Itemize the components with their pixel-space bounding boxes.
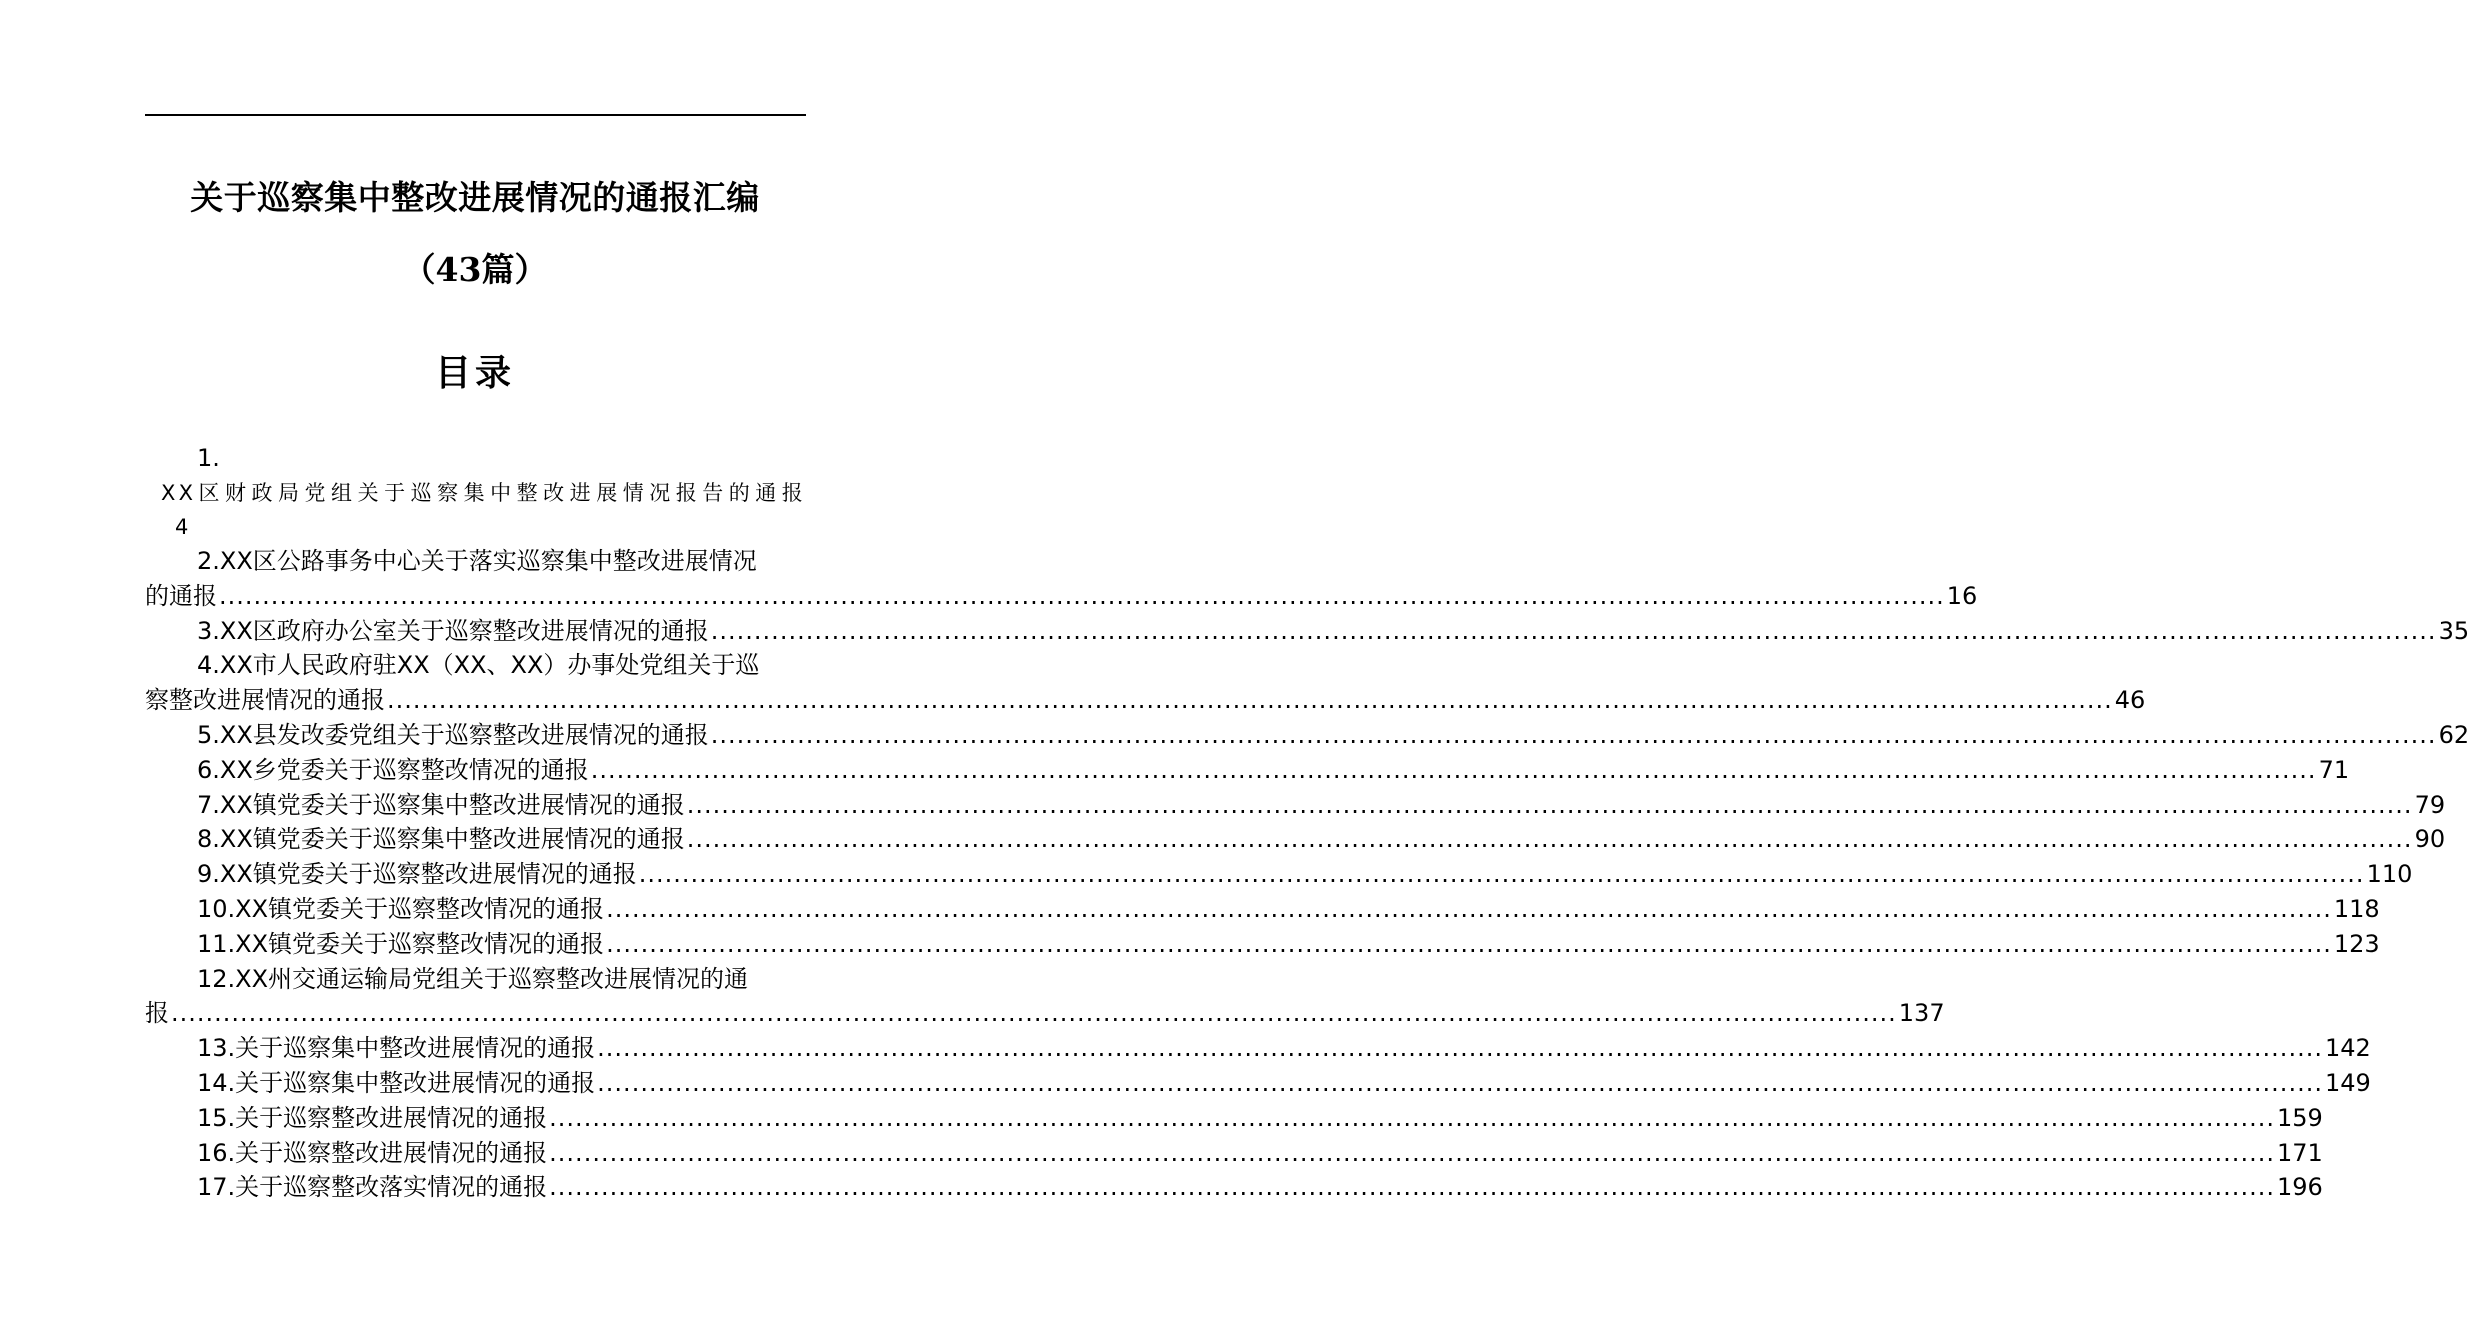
- toc-entry-7[interactable]: [145, 788, 2446, 823]
- toc-leader: ........................................................................................................................................................................................................: [219, 581, 1945, 610]
- toc-entry-3[interactable]: [145, 614, 2469, 649]
- toc-entry-10[interactable]: [145, 892, 2380, 927]
- toc-entry-page: 123: [2333, 929, 2380, 958]
- toc-entry-11[interactable]: [145, 927, 2380, 962]
- toc-leader: ........................................................................................................................................................................................................: [590, 755, 2317, 784]
- toc-leader: ........................................................................................................................................................................................................: [638, 860, 2365, 889]
- toc-entry-page: 118: [2333, 894, 2380, 923]
- toc-leader: ........................................................................................................................................................................................................: [549, 1103, 2275, 1132]
- toc-entry-page: 16: [1946, 581, 1978, 610]
- toc-entry-8[interactable]: [145, 822, 2446, 857]
- toc-leader: ........................................................................................................................................................................................................: [597, 1034, 2323, 1063]
- toc-entry-4[interactable]: [145, 648, 2146, 718]
- toc-entry-text: 6.XX乡党委关于巡察整改情况的通报: [197, 755, 589, 784]
- toc-entry-page: 79: [2414, 790, 2446, 819]
- toc-entry-1[interactable]: [145, 440, 806, 544]
- toc-entry-text: 13.关于巡察集中整改进展情况的通报: [197, 1034, 596, 1063]
- toc-entry-text: 12.XX州交通运输局党组关于巡察整改进展情况的通: [197, 964, 749, 993]
- toc-leader: ........................................................................................................................................................................................................: [710, 616, 2437, 645]
- toc-entry-text: 4.XX市人民政府驻XX（XX、XX）办事处党组关于巡: [197, 651, 760, 680]
- toc-entry-page: 142: [2324, 1034, 2371, 1063]
- toc-entry-number: 1.: [197, 444, 220, 472]
- toc-entry-17[interactable]: [145, 1170, 2323, 1205]
- toc-leader: ........................................................................................................................................................................................................: [710, 720, 2437, 749]
- toc-entry-text: 17.关于巡察整改落实情况的通报: [197, 1173, 548, 1202]
- toc-entry-page: 35: [2438, 616, 2469, 645]
- toc-leader: ........................................................................................................................................................................................................: [686, 790, 2413, 819]
- toc-leader: ........................................................................................................................................................................................................: [549, 1138, 2275, 1167]
- toc-entry-page: 137: [1898, 999, 1945, 1028]
- toc-entry-page: 62: [2438, 720, 2469, 749]
- toc-entry-text: 16.关于巡察整改进展情况的通报: [197, 1138, 548, 1167]
- toc-entry-13[interactable]: [145, 1031, 2371, 1066]
- toc-entry-16[interactable]: [145, 1136, 2323, 1171]
- toc-entry-text: 10.XX镇党委关于巡察整改情况的通报: [197, 894, 605, 923]
- toc-entry-text-cont: 的通报: [145, 581, 217, 610]
- toc-entry-text: 11.XX镇党委关于巡察整改情况的通报: [197, 929, 605, 958]
- toc-entry-page: 171: [2276, 1138, 2323, 1167]
- toc-entry-2[interactable]: [145, 544, 1978, 614]
- toc-leader: ........................................................................................................................................................................................................: [597, 1068, 2323, 1097]
- toc-entry-text: 2.XX区公路事务中心关于落实巡察集中整改进展情况: [197, 547, 757, 575]
- header-rule: [145, 114, 806, 116]
- toc-leader: ........................................................................................................................................................................................................: [606, 894, 2332, 923]
- toc-entry-5[interactable]: [145, 718, 2469, 753]
- toc-entry-15[interactable]: [145, 1101, 2323, 1136]
- toc-entry-9[interactable]: [145, 857, 2413, 892]
- toc-entry-page: 110: [2366, 860, 2413, 889]
- toc-entry-page: 159: [2276, 1103, 2323, 1132]
- document-title: 关于巡察集中整改进展情况的通报汇编: [190, 178, 760, 217]
- toc-entry-page: 196: [2276, 1173, 2323, 1202]
- toc-leader: ........................................................................................................................................................................................................: [171, 999, 1897, 1028]
- toc-heading: 目录: [434, 352, 515, 394]
- toc-entry-page: 46: [2114, 686, 2146, 715]
- document-subtitle: （43篇）: [402, 250, 548, 289]
- toc-entry-page: 149: [2324, 1068, 2371, 1097]
- toc-leader: ........................................................................................................................................................................................................: [686, 825, 2413, 854]
- toc-entry-text: 7.XX镇党委关于巡察集中整改进展情况的通报: [197, 790, 685, 819]
- toc-entry-6[interactable]: [145, 753, 2350, 788]
- toc-entry-12[interactable]: [145, 962, 1945, 1032]
- toc-entry-text: 15.关于巡察整改进展情况的通报: [197, 1103, 548, 1132]
- toc-entry-text: 3.XX区政府办公室关于巡察整改进展情况的通报: [197, 616, 709, 645]
- toc-leader: ........................................................................................................................................................................................................: [549, 1173, 2275, 1202]
- toc-entry-page: 4: [175, 515, 189, 539]
- toc-entry-page: 90: [2414, 825, 2446, 854]
- toc-entry-page: 71: [2318, 755, 2350, 784]
- toc-entry-text: 14.关于巡察集中整改进展情况的通报: [197, 1068, 596, 1097]
- table-of-contents: [145, 440, 2469, 1205]
- toc-entry-text: 8.XX镇党委关于巡察集中整改进展情况的通报: [197, 825, 685, 854]
- toc-entry-text: XX区财政局党组关于巡察集中整改进展情况报告的通报: [161, 481, 806, 505]
- toc-entry-text: 9.XX镇党委关于巡察整改进展情况的通报: [197, 860, 637, 889]
- toc-entry-14[interactable]: [145, 1066, 2371, 1101]
- toc-entry-text: 5.XX县发改委党组关于巡察整改进展情况的通报: [197, 720, 709, 749]
- toc-leader: ........................................................................................................................................................................................................: [387, 686, 2113, 715]
- toc-entry-text-cont: 察整改进展情况的通报: [145, 686, 385, 715]
- toc-entry-text-cont: 报: [145, 999, 169, 1028]
- toc-leader: ........................................................................................................................................................................................................: [606, 929, 2332, 958]
